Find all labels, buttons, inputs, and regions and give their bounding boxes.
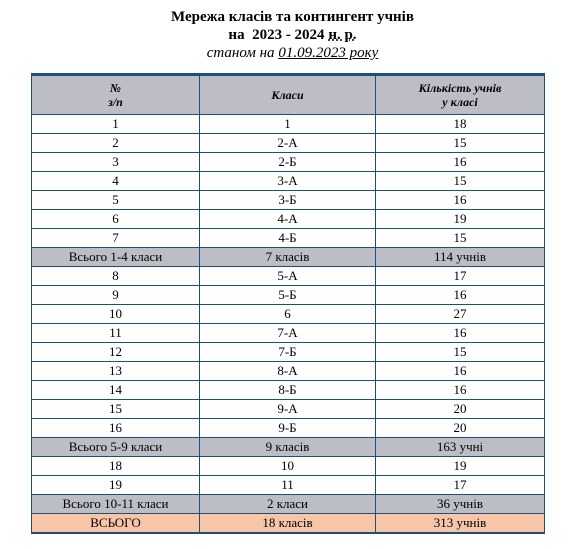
class-name-cell: 10 (200, 457, 376, 476)
class-name-cell: 7-Б (200, 343, 376, 362)
student-count-cell: 15 (376, 343, 545, 362)
row-number-cell: Всього 5-9 класи (32, 438, 200, 457)
table-body (32, 115, 545, 534)
row-number-cell: Всього 10-11 класи (32, 495, 200, 514)
class-name-cell: 5-Б (200, 286, 376, 305)
subtotal-row (32, 438, 545, 457)
student-count-cell: 20 (376, 419, 545, 438)
student-count-cell: 19 (376, 210, 545, 229)
row-number-cell: 7 (32, 229, 200, 248)
student-count-cell: 36 учнів (376, 495, 545, 514)
class-name-cell: 5-А (200, 267, 376, 286)
student-count-cell: 17 (376, 476, 545, 495)
student-count-cell: 114 учнів (376, 248, 545, 267)
student-count-cell: 18 (376, 115, 545, 134)
row-number-cell: ВСЬОГО (32, 514, 200, 534)
row-number-cell: 6 (32, 210, 200, 229)
class-name-cell: 7 класів (200, 248, 376, 267)
row-number-cell: 2 (32, 134, 200, 153)
class-name-cell: 2-Б (200, 153, 376, 172)
table-row (32, 324, 545, 343)
student-count-cell: 16 (376, 153, 545, 172)
table-row (32, 267, 545, 286)
row-number-cell: 8 (32, 267, 200, 286)
as-of-date-line (0, 44, 585, 62)
class-name-cell: 8-А (200, 362, 376, 381)
academic-year-suffix: н. р. (328, 27, 357, 43)
table-row (32, 115, 545, 134)
student-count-cell: 15 (376, 229, 545, 248)
class-name-cell: 9-Б (200, 419, 376, 438)
student-count-cell: 15 (376, 134, 545, 153)
table-row (32, 153, 545, 172)
row-number-cell: 15 (32, 400, 200, 419)
student-count-cell: 16 (376, 324, 545, 343)
class-name-cell: 4-Б (200, 229, 376, 248)
grand-total-row (32, 514, 545, 534)
class-name-cell: 6 (200, 305, 376, 324)
class-name-cell: 3-Б (200, 191, 376, 210)
table-row (32, 305, 545, 324)
row-number-cell: 11 (32, 324, 200, 343)
as-of-date: 01.09.2023 року (278, 45, 379, 61)
row-number-cell: 9 (32, 286, 200, 305)
student-count-cell: 163 учні (376, 438, 545, 457)
row-number-cell: Всього 1-4 класи (32, 248, 200, 267)
row-number-cell: 5 (32, 191, 200, 210)
table-row (32, 191, 545, 210)
academic-year-line (0, 26, 585, 44)
row-number-cell: 4 (32, 172, 200, 191)
row-number-cell: 13 (32, 362, 200, 381)
header-classes: Класи (200, 75, 376, 115)
table-row (32, 229, 545, 248)
class-name-cell: 9 класів (200, 438, 376, 457)
row-number-cell: 14 (32, 381, 200, 400)
student-count-cell: 19 (376, 457, 545, 476)
table-row (32, 134, 545, 153)
subtotal-row (32, 248, 545, 267)
class-name-cell: 2-А (200, 134, 376, 153)
student-count-cell: 313 учнів (376, 514, 545, 534)
table-row (32, 419, 545, 438)
table-row (32, 286, 545, 305)
student-count-cell: 16 (376, 191, 545, 210)
row-number-cell: 12 (32, 343, 200, 362)
as-of-label: станом на (206, 45, 279, 61)
row-number-cell: 1 (32, 115, 200, 134)
class-name-cell: 7-А (200, 324, 376, 343)
header-number-label: з/п (108, 95, 123, 109)
row-number-cell: 10 (32, 305, 200, 324)
student-count-cell: 27 (376, 305, 545, 324)
header-number-symbol: № (110, 81, 121, 95)
classes-table (31, 73, 545, 534)
table-row (32, 457, 545, 476)
student-count-cell: 16 (376, 362, 545, 381)
row-number-cell: 18 (32, 457, 200, 476)
row-number-cell: 19 (32, 476, 200, 495)
document-title: Мережа класів та контингент учнів (171, 9, 414, 25)
class-name-cell: 1 (200, 115, 376, 134)
student-count-cell: 15 (376, 172, 545, 191)
table-row (32, 343, 545, 362)
class-name-cell: 2 класи (200, 495, 376, 514)
class-name-cell: 4-А (200, 210, 376, 229)
subtotal-row (32, 495, 545, 514)
class-name-cell: 8-Б (200, 381, 376, 400)
table-header-row (32, 75, 545, 115)
student-count-cell: 20 (376, 400, 545, 419)
table-row (32, 476, 545, 495)
header-students-line2: у класі (442, 95, 478, 109)
header-students-line1: Кількість учнів (418, 81, 502, 95)
academic-year-text: на 2023 - 2024 (228, 27, 329, 43)
student-count-cell: 16 (376, 286, 545, 305)
class-name-cell: 11 (200, 476, 376, 495)
class-name-cell: 9-А (200, 400, 376, 419)
table-row (32, 172, 545, 191)
row-number-cell: 3 (32, 153, 200, 172)
student-count-cell: 17 (376, 267, 545, 286)
class-name-cell: 18 класів (200, 514, 376, 534)
table-row (32, 381, 545, 400)
document-header (0, 8, 585, 62)
header-students (376, 75, 545, 115)
table-row (32, 400, 545, 419)
header-number (32, 75, 200, 115)
table-row (32, 362, 545, 381)
student-count-cell: 16 (376, 381, 545, 400)
class-name-cell: 3-А (200, 172, 376, 191)
table-row (32, 210, 545, 229)
row-number-cell: 16 (32, 419, 200, 438)
